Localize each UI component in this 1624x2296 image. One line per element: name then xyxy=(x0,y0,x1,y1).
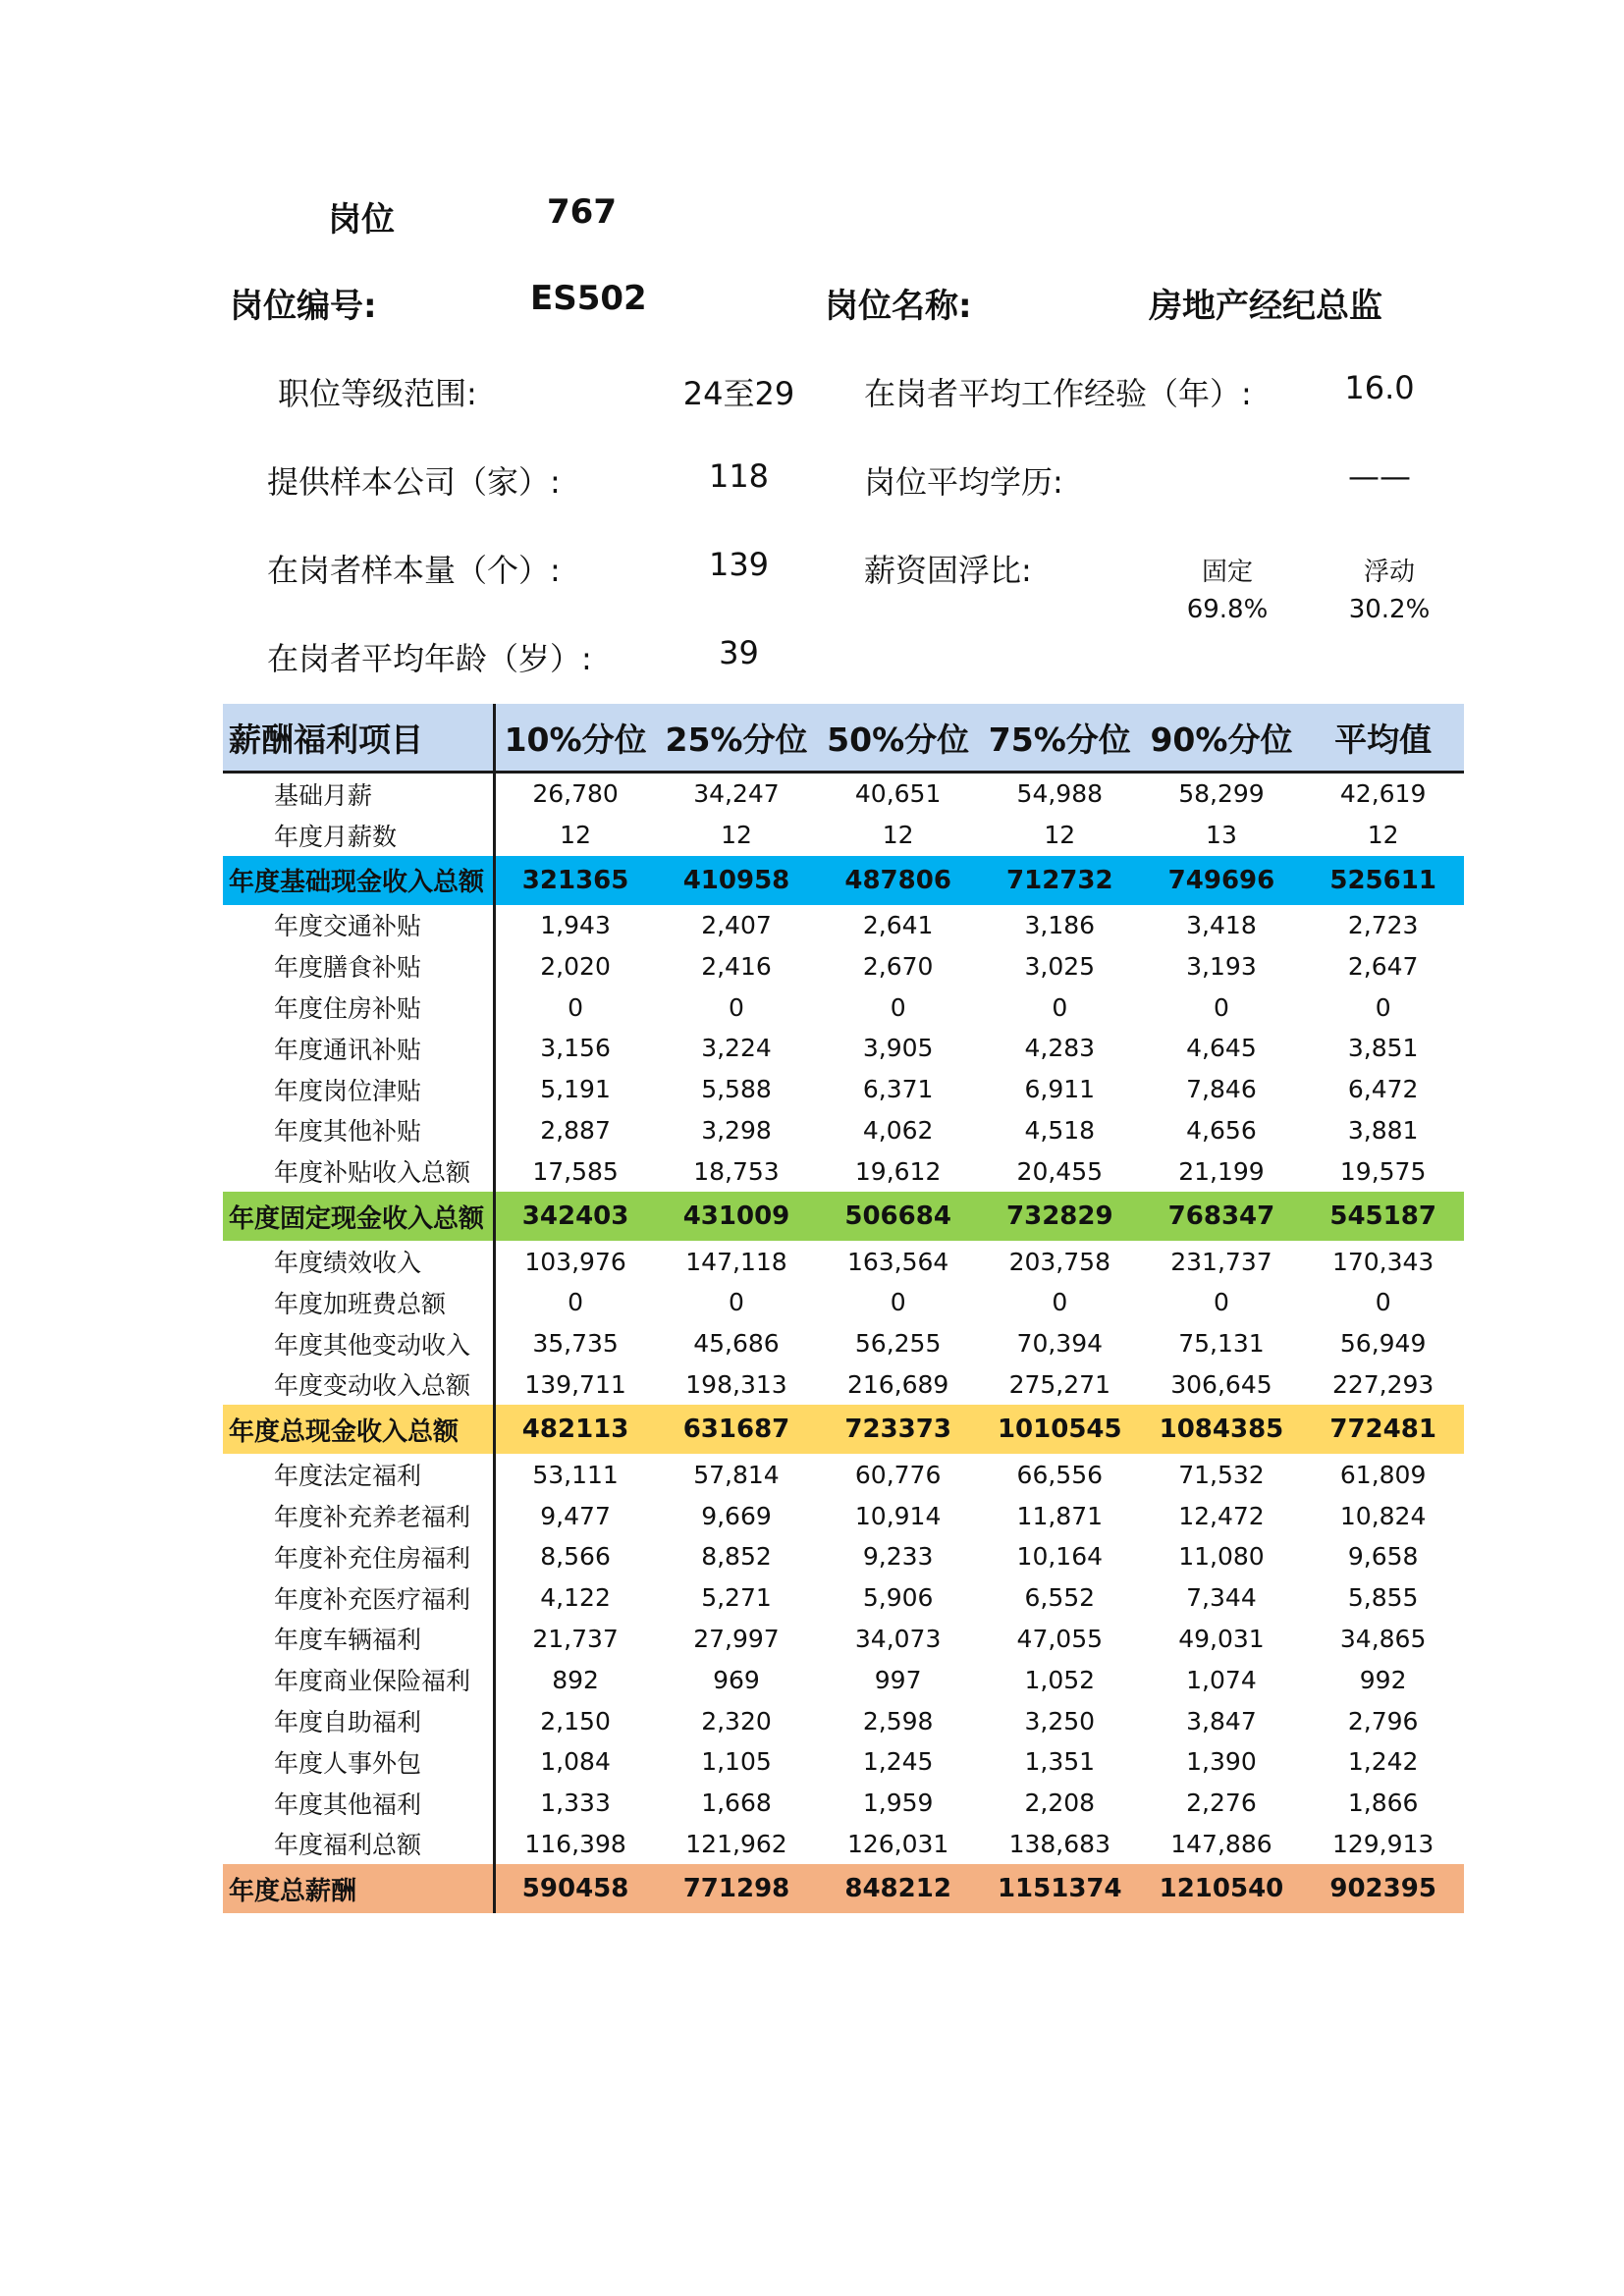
row-value: 227,293 xyxy=(1331,1369,1435,1399)
avg-age-value: 39 xyxy=(719,634,759,671)
table-row xyxy=(223,1783,1464,1824)
row-value: 60,776 xyxy=(854,1460,942,1489)
row-label: 年度福利总额 xyxy=(223,1824,494,1865)
row-value: 57,814 xyxy=(693,1460,780,1489)
row-value: 34,073 xyxy=(854,1624,942,1653)
table-row xyxy=(223,1150,1464,1192)
row-value: 772481 xyxy=(1329,1415,1436,1445)
row-value: 342403 xyxy=(521,1201,629,1232)
row-value: 12 xyxy=(1044,821,1076,850)
row-label: 年度通讯补贴 xyxy=(223,1028,494,1069)
row-value: 54,988 xyxy=(1016,779,1104,809)
row-value: 75,131 xyxy=(1178,1329,1265,1359)
row-label: 年度补充医疗福利 xyxy=(223,1577,494,1619)
row-label: 年度固定现金收入总额 xyxy=(223,1192,494,1241)
row-value: 12 xyxy=(560,821,591,850)
row-value: 4,122 xyxy=(540,1583,611,1613)
row-value: 1,333 xyxy=(540,1789,611,1818)
grade-range-label: 职位等级范围: xyxy=(278,375,477,412)
row-value: 1,074 xyxy=(1186,1665,1257,1694)
position-name-label: 岗位名称: xyxy=(825,287,972,326)
position-name-value: 房地产经纪总监 xyxy=(1149,287,1382,326)
row-value: 487806 xyxy=(844,865,951,895)
row-value: 5,191 xyxy=(540,1075,611,1104)
row-value: 61,809 xyxy=(1339,1460,1427,1489)
row-value: 4,645 xyxy=(1186,1034,1257,1063)
row-label: 年度住房补贴 xyxy=(223,987,494,1028)
row-value: 9,233 xyxy=(862,1542,934,1572)
row-label: 基础月薪 xyxy=(223,773,494,815)
row-value: 6,472 xyxy=(1347,1075,1419,1104)
row-value: 3,905 xyxy=(862,1034,934,1063)
row-value: 0 xyxy=(1214,992,1229,1022)
row-value: 3,881 xyxy=(1347,1115,1419,1145)
row-value: 4,283 xyxy=(1024,1034,1096,1063)
table-row xyxy=(223,945,1464,987)
row-value: 203,758 xyxy=(1008,1247,1110,1276)
row-label: 年度人事外包 xyxy=(223,1741,494,1783)
table-row xyxy=(223,1323,1464,1364)
row-value: 42,619 xyxy=(1339,779,1427,809)
row-value: 56,949 xyxy=(1339,1329,1427,1359)
row-value: 26,780 xyxy=(532,779,619,809)
row-value: 2,407 xyxy=(701,910,772,939)
row-value: 410958 xyxy=(682,865,790,895)
row-value: 749696 xyxy=(1167,865,1275,895)
row-value: 4,062 xyxy=(862,1115,934,1145)
row-label: 年度补贴收入总额 xyxy=(223,1150,494,1192)
row-value: 8,852 xyxy=(701,1542,772,1572)
row-value: 3,298 xyxy=(701,1115,772,1145)
row-value: 56,255 xyxy=(854,1329,942,1359)
row-value: 3,186 xyxy=(1024,910,1096,939)
row-value: 4,518 xyxy=(1024,1115,1096,1145)
table-row xyxy=(223,1241,1464,1282)
row-value: 1,390 xyxy=(1186,1747,1257,1777)
table-row xyxy=(223,905,1464,946)
row-value: 49,031 xyxy=(1178,1624,1265,1653)
row-label: 年度月薪数 xyxy=(223,815,494,856)
row-label: 年度岗位津贴 xyxy=(223,1069,494,1110)
row-value: 12 xyxy=(882,821,914,850)
row-value: 2,150 xyxy=(540,1706,611,1735)
row-value: 170,343 xyxy=(1331,1247,1435,1276)
table-row xyxy=(223,1536,1464,1577)
row-label: 年度交通补贴 xyxy=(223,905,494,946)
fixed-float-ratio-label: 薪资固浮比: xyxy=(864,552,1032,589)
row-value: 13 xyxy=(1206,821,1237,850)
row-value: 3,193 xyxy=(1186,951,1257,981)
row-value: 2,320 xyxy=(701,1706,772,1735)
row-value: 1,084 xyxy=(540,1747,611,1777)
row-value: 0 xyxy=(1052,992,1068,1022)
row-value: 969 xyxy=(713,1665,760,1694)
row-value: 21,737 xyxy=(532,1624,619,1653)
row-value: 198,313 xyxy=(685,1369,787,1399)
row-value: 6,371 xyxy=(862,1075,934,1104)
row-value: 732829 xyxy=(1006,1201,1113,1232)
row-value: 147,118 xyxy=(685,1247,787,1276)
row-value: 0 xyxy=(729,992,744,1022)
table-row xyxy=(223,1659,1464,1700)
row-value: 6,552 xyxy=(1024,1583,1096,1613)
row-label: 年度补充住房福利 xyxy=(223,1536,494,1577)
row-label: 年度绩效收入 xyxy=(223,1241,494,1282)
row-label: 年度车辆福利 xyxy=(223,1619,494,1660)
grade-range-value: 24至29 xyxy=(682,375,795,412)
row-value: 147,886 xyxy=(1170,1829,1272,1858)
row-label: 年度法定福利 xyxy=(223,1454,494,1495)
row-value: 45,686 xyxy=(693,1329,780,1359)
fixed-label: 固定 xyxy=(1201,558,1253,587)
float-label: 浮动 xyxy=(1363,558,1415,587)
row-value: 3,418 xyxy=(1186,910,1257,939)
row-value: 2,723 xyxy=(1347,910,1419,939)
row-value: 3,025 xyxy=(1024,951,1096,981)
table-row xyxy=(223,1619,1464,1660)
row-label: 年度总现金收入总额 xyxy=(223,1405,494,1454)
row-value: 892 xyxy=(552,1665,599,1694)
row-value: 27,997 xyxy=(693,1624,780,1653)
avg-experience-value: 16.0 xyxy=(1344,369,1415,406)
avg-age-label: 在岗者平均年龄（岁）: xyxy=(267,640,592,677)
row-value: 2,887 xyxy=(540,1115,611,1145)
row-value: 771298 xyxy=(682,1874,790,1904)
row-value: 9,669 xyxy=(701,1501,772,1530)
row-value: 20,455 xyxy=(1016,1156,1104,1186)
summary-row xyxy=(223,1192,1464,1241)
avg-education-label: 岗位平均学历: xyxy=(864,463,1063,501)
position-code-label: 岗位编号: xyxy=(230,287,377,326)
row-label: 年度基础现金收入总额 xyxy=(223,856,494,905)
sample-companies-value: 118 xyxy=(708,457,770,495)
row-value: 126,031 xyxy=(846,1829,949,1858)
row-value: 590458 xyxy=(521,1874,629,1904)
row-value: 163,564 xyxy=(846,1247,949,1276)
row-value: 3,156 xyxy=(540,1034,611,1063)
row-value: 2,416 xyxy=(701,951,772,981)
row-label: 年度其他福利 xyxy=(223,1783,494,1824)
row-value: 10,164 xyxy=(1016,1542,1104,1572)
row-value: 2,208 xyxy=(1024,1789,1096,1818)
row-value: 525611 xyxy=(1329,865,1436,895)
row-value: 66,556 xyxy=(1016,1460,1104,1489)
row-value: 19,612 xyxy=(854,1156,942,1186)
sample-companies-label: 提供样本公司（家）: xyxy=(267,463,561,501)
avg-experience-label: 在岗者平均工作经验（年）: xyxy=(864,375,1252,412)
sample-size-label: 在岗者样本量（个）: xyxy=(267,552,561,589)
row-value: 631687 xyxy=(682,1415,790,1445)
table-row xyxy=(223,1069,1464,1110)
row-value: 47,055 xyxy=(1016,1624,1104,1653)
row-label: 年度变动收入总额 xyxy=(223,1364,494,1406)
row-value: 1,866 xyxy=(1347,1789,1419,1818)
row-value: 431009 xyxy=(682,1201,790,1232)
row-value: 5,588 xyxy=(701,1075,772,1104)
position-label: 岗位 xyxy=(328,200,395,240)
row-value: 138,683 xyxy=(1008,1829,1110,1858)
row-value: 19,575 xyxy=(1339,1156,1427,1186)
row-value: 768347 xyxy=(1167,1201,1275,1232)
row-value: 12,472 xyxy=(1178,1501,1265,1530)
row-value: 7,344 xyxy=(1186,1583,1257,1613)
row-value: 0 xyxy=(1214,1288,1229,1317)
row-value: 12 xyxy=(721,821,752,850)
row-value: 10,914 xyxy=(854,1501,942,1530)
row-value: 103,976 xyxy=(524,1247,626,1276)
row-value: 902395 xyxy=(1329,1874,1436,1904)
row-value: 7,846 xyxy=(1186,1075,1257,1104)
row-value: 5,906 xyxy=(862,1583,934,1613)
row-value: 53,111 xyxy=(532,1460,619,1489)
table-row xyxy=(223,1700,1464,1741)
sample-size-value: 139 xyxy=(708,546,770,583)
row-value: 2,670 xyxy=(862,951,934,981)
row-value: 992 xyxy=(1359,1665,1407,1694)
table-row xyxy=(223,1282,1464,1323)
row-value: 9,477 xyxy=(540,1501,611,1530)
row-value: 17,585 xyxy=(532,1156,619,1186)
row-value: 3,851 xyxy=(1347,1034,1419,1063)
row-value: 34,865 xyxy=(1339,1624,1427,1653)
row-value: 12 xyxy=(1367,821,1399,850)
row-value: 2,276 xyxy=(1186,1789,1257,1818)
summary-row xyxy=(223,856,1464,905)
row-value: 321365 xyxy=(521,865,629,895)
table-row xyxy=(223,1364,1464,1406)
summary-row xyxy=(223,1405,1464,1454)
row-value: 18,753 xyxy=(693,1156,780,1186)
row-value: 712732 xyxy=(1006,865,1113,895)
row-label: 年度商业保险福利 xyxy=(223,1659,494,1700)
row-value: 129,913 xyxy=(1331,1829,1435,1858)
row-value: 6,911 xyxy=(1024,1075,1096,1104)
row-value: 10,824 xyxy=(1339,1501,1427,1530)
column-header-p10: 10%分位 xyxy=(494,704,656,773)
summary-row xyxy=(223,1864,1464,1913)
row-label: 年度其他补贴 xyxy=(223,1110,494,1151)
row-value: 2,641 xyxy=(862,910,934,939)
row-value: 482113 xyxy=(521,1415,629,1445)
column-header-p25: 25%分位 xyxy=(656,704,818,773)
row-value: 2,598 xyxy=(862,1706,934,1735)
row-value: 723373 xyxy=(844,1415,951,1445)
row-value: 506684 xyxy=(844,1201,951,1232)
row-value: 40,651 xyxy=(854,779,942,809)
row-value: 116,398 xyxy=(524,1829,626,1858)
row-value: 545187 xyxy=(1329,1201,1436,1232)
row-value: 1,959 xyxy=(862,1789,934,1818)
row-value: 0 xyxy=(1052,1288,1068,1317)
table-row xyxy=(223,987,1464,1028)
row-value: 1210540 xyxy=(1159,1874,1284,1904)
row-value: 35,735 xyxy=(532,1329,619,1359)
table-row xyxy=(223,815,1464,856)
column-header-average: 平均值 xyxy=(1302,704,1464,773)
row-value: 11,871 xyxy=(1016,1501,1104,1530)
table-row xyxy=(223,773,1464,815)
table-body xyxy=(223,773,1464,1914)
row-value: 231,737 xyxy=(1170,1247,1272,1276)
column-header-p75: 75%分位 xyxy=(979,704,1141,773)
avg-education-value: —— xyxy=(1348,457,1411,495)
row-value: 21,199 xyxy=(1178,1156,1265,1186)
row-value: 1,052 xyxy=(1024,1665,1096,1694)
row-value: 70,394 xyxy=(1016,1329,1104,1359)
row-label: 年度自助福利 xyxy=(223,1700,494,1741)
table-header-row xyxy=(223,704,1464,773)
row-value: 997 xyxy=(874,1665,922,1694)
row-value: 1,943 xyxy=(540,910,611,939)
row-value: 3,224 xyxy=(701,1034,772,1063)
row-value: 275,271 xyxy=(1008,1369,1110,1399)
row-value: 306,645 xyxy=(1170,1369,1272,1399)
column-header-item: 薪酬福利项目 xyxy=(223,704,494,773)
table-row xyxy=(223,1454,1464,1495)
row-value: 0 xyxy=(890,1288,906,1317)
row-value: 1,245 xyxy=(862,1747,934,1777)
row-value: 139,711 xyxy=(524,1369,626,1399)
row-value: 0 xyxy=(568,992,584,1022)
row-value: 8,566 xyxy=(540,1542,611,1572)
row-value: 848212 xyxy=(844,1874,951,1904)
table-row xyxy=(223,1028,1464,1069)
row-value: 216,689 xyxy=(846,1369,949,1399)
row-value: 4,656 xyxy=(1186,1115,1257,1145)
fixed-ratio-value: 69.8% xyxy=(1186,595,1269,624)
table-row xyxy=(223,1741,1464,1783)
row-value: 0 xyxy=(568,1288,584,1317)
row-value: 0 xyxy=(1375,1288,1391,1317)
row-value: 2,796 xyxy=(1347,1706,1419,1735)
table-row xyxy=(223,1110,1464,1151)
row-label: 年度加班费总额 xyxy=(223,1282,494,1323)
row-value: 5,271 xyxy=(701,1583,772,1613)
row-value: 1084385 xyxy=(1159,1415,1284,1445)
row-value: 1,351 xyxy=(1024,1747,1096,1777)
row-value: 3,250 xyxy=(1024,1706,1096,1735)
table-row xyxy=(223,1824,1464,1865)
row-value: 2,020 xyxy=(540,951,611,981)
table-row xyxy=(223,1577,1464,1619)
row-value: 1,105 xyxy=(701,1747,772,1777)
position-value: 767 xyxy=(547,192,617,232)
salary-benefits-table xyxy=(223,704,1464,1913)
row-value: 5,855 xyxy=(1347,1583,1419,1613)
row-value: 9,658 xyxy=(1347,1542,1419,1572)
row-value: 1,668 xyxy=(701,1789,772,1818)
row-value: 34,247 xyxy=(693,779,780,809)
row-label: 年度总薪酬 xyxy=(223,1864,494,1913)
column-header-p90: 90%分位 xyxy=(1141,704,1303,773)
row-label: 年度补充养老福利 xyxy=(223,1495,494,1536)
row-value: 121,962 xyxy=(685,1829,787,1858)
row-value: 3,847 xyxy=(1186,1706,1257,1735)
row-value: 0 xyxy=(1375,992,1391,1022)
row-value: 1,242 xyxy=(1347,1747,1419,1777)
row-value: 11,080 xyxy=(1178,1542,1265,1572)
row-value: 1010545 xyxy=(997,1415,1122,1445)
float-ratio-value: 30.2% xyxy=(1348,595,1431,624)
row-value: 0 xyxy=(890,992,906,1022)
row-value: 1151374 xyxy=(997,1874,1122,1904)
column-header-p50: 50%分位 xyxy=(817,704,979,773)
row-label: 年度其他变动收入 xyxy=(223,1323,494,1364)
position-code-value: ES502 xyxy=(530,279,647,318)
row-value: 2,647 xyxy=(1347,951,1419,981)
row-value: 58,299 xyxy=(1178,779,1265,809)
row-value: 71,532 xyxy=(1178,1460,1265,1489)
row-label: 年度膳食补贴 xyxy=(223,945,494,987)
table-row xyxy=(223,1495,1464,1536)
row-value: 0 xyxy=(729,1288,744,1317)
